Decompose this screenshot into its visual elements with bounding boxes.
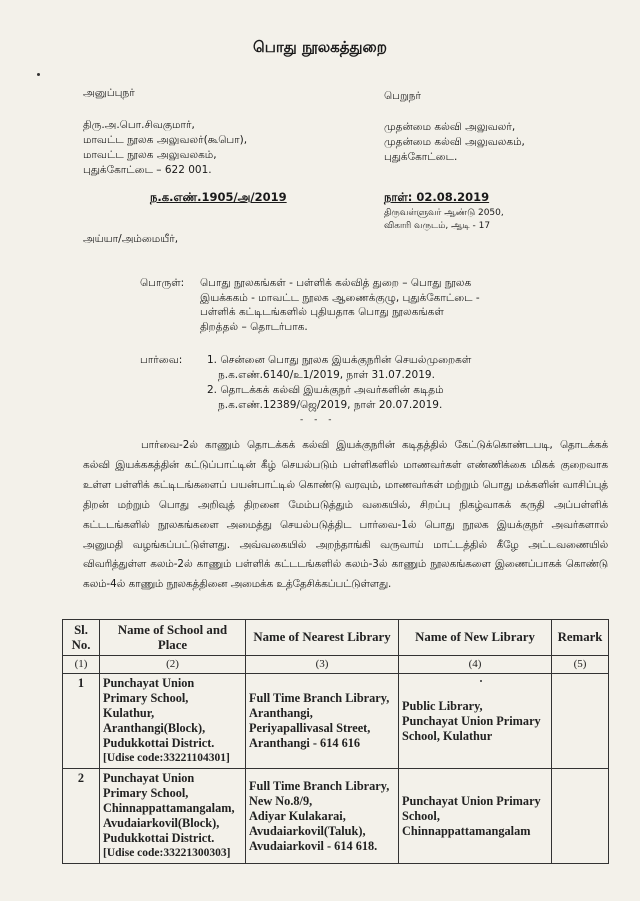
school-line: Pudukkottai District.	[103, 736, 215, 750]
row-remark	[552, 674, 609, 769]
row-sl: 1	[63, 674, 100, 769]
address-line: புதுக்கோட்டை – 622 001.	[83, 164, 212, 176]
nearest-line: Avudaiarkovil(Taluk),	[249, 823, 366, 838]
sender-address	[83, 118, 247, 178]
address-line: மாவட்ட நூலக அலுவலகம்,	[83, 149, 217, 161]
column-number: (3)	[246, 656, 399, 674]
column-number: (2)	[100, 656, 246, 674]
row-new-library	[399, 769, 552, 864]
row-new-library	[399, 674, 552, 769]
address-line: மாவட்ட நூலக அலுவலர்(கூபொ),	[83, 134, 248, 146]
letter-date: நாள்: 02.08.2019	[384, 190, 490, 204]
school-line: Punchayat Union	[103, 676, 195, 690]
school-line: Primary School,	[103, 691, 189, 705]
new-library-line: Punchayat Union Primary	[402, 713, 541, 728]
sender-label: அனுப்புநர்	[83, 87, 135, 99]
table-row	[63, 769, 609, 864]
header-new-library: Name of New Library	[399, 620, 552, 656]
recipient-address	[384, 120, 525, 165]
reference-item-line: 2. தொடக்கக் கல்வி இயக்குநர் அவர்களின் கடிதம்	[207, 384, 444, 396]
school-line: Pudukkottai District.	[103, 831, 215, 845]
column-number: (4)	[399, 656, 552, 674]
row-school	[100, 674, 246, 769]
nearest-line: New No.8/9,	[249, 793, 313, 808]
school-line: Primary School,	[103, 786, 189, 800]
school-line: Avudaiarkovil(Block),	[103, 816, 220, 830]
reference-item-line: ந.க.எண்.6140/உ1/2019, நாள் 31.07.2019.	[218, 369, 435, 381]
school-line: Punchayat Union	[103, 771, 195, 785]
body-text: பார்வை-2ல் காணும் தொடக்கக் கல்வி இயக்குநரின் கடிதத்தில் கேட்டுக்கொண்டபடி, தொடக்கக் கல்வி இயக்ககத்தின் கட்டுப்பாட்டின் கீழ் செயல்படும் பள்ளிகளில் மாணவர்கள் எண்ணிக்கை மிகக் குறைவாக உள்ள பள்ளிக் கட்டிடங்களைப் பயன்பாட்டில் கொண்டு வரவும், மாணவர்கள் மற்றும் பொது மக்களின் வாசிப்புத் திறன் மற்றும் பொது அறிவுத் திறனை மேம்படுத்தும் வகையில், சிறப்பு நிகழ்வாகக் கருதி அப்பள்ளிக் கட்டடங்களில் நூலகங்களை அமைத்து செயல்படுத்திட பார்வை-1ல் பொது நூலக இயக்குநர் அவர்களால் அனுமதி வழங்கப்பட்டுள்ளது. அவ்வகையில் அறந்தாங்கி வருவாய் மாட்டத்தில் கீழே அட்டவணையில் விவரித்துள்ள கலம்-2ல் காணும் பள்ளிக் கட்டடங்களில் கலம்-3ல் காணும் நூலகங்களை இணைப்பாகக் கொண்டு கலம்-4ல் காணும் நூலகத்தினை அமைக்க உத்தேசிக்கப்பட்டுள்ளது.	[83, 439, 608, 591]
row-school	[100, 769, 246, 864]
nearest-line: Full Time Branch Library,	[249, 778, 390, 793]
udise-code: [Udise code:33221104301]	[103, 752, 230, 764]
school-line: Kulathur,	[103, 706, 155, 720]
tamil-year: திருவள்ளுவர் ஆண்டு 2050,	[384, 208, 504, 218]
new-library-line: School,	[402, 808, 440, 823]
reference-item-line: ந.க.எண்.12389/ஜெ/2019, நாள் 20.07.2019.	[218, 399, 443, 411]
nearest-line: Periyapallivasal Street,	[249, 721, 371, 735]
separator: - - -	[300, 415, 336, 425]
address-line: புதுக்கோட்டை.	[384, 151, 458, 163]
column-number: (1)	[63, 656, 100, 674]
table-row	[63, 674, 609, 769]
subject-text	[200, 276, 480, 334]
reference-number: ந.க.எண்.1905/அ/2019	[150, 190, 287, 204]
header-school: Name of School and Place	[100, 620, 246, 656]
row-nearest-library	[246, 769, 399, 864]
row-nearest-library	[246, 674, 399, 769]
page-title: பொது நூலகத்துறை	[253, 38, 387, 56]
address-line: முதன்மை கல்வி அலுவலர்,	[384, 121, 516, 133]
udise-code: [Udise code:33221300303]	[103, 847, 231, 859]
nearest-line: Aranthangi,	[249, 706, 313, 720]
subject-line: பள்ளிக் கட்டிடங்களில் புதியதாக பொது நூலகங்கள்	[200, 306, 444, 318]
recipient-label: பெறுநர்	[384, 90, 421, 102]
header-remark: Remark	[552, 620, 609, 656]
new-library-line: Punchayat Union Primary	[402, 793, 541, 808]
subject-line: திறத்தல் – தொடர்பாக.	[200, 320, 308, 333]
reference-label: பார்வை:	[140, 354, 183, 366]
header-nearest-library: Name of Nearest Library	[246, 620, 399, 656]
address-line: திரு.அ.பொ.சிவகுமார்,	[83, 119, 195, 131]
nearest-line: Avudaiarkovil - 614 618.	[249, 838, 378, 853]
school-line: Chinnappattamangalam,	[103, 801, 235, 815]
nearest-line: Adiyar Kulakarai,	[249, 808, 346, 823]
new-library-line: Public Library,	[402, 698, 483, 713]
header-sl-no: Sl. No.	[63, 620, 100, 656]
row-sl: 2	[63, 769, 100, 864]
scan-speck	[480, 680, 482, 682]
library-table	[62, 619, 609, 864]
subject-line: இயக்ககம் - மாவட்ட நூலக ஆணைக்குழு, புதுக்கோட்டை -	[200, 291, 480, 304]
reference-list	[207, 353, 471, 413]
school-line: Aranthangi(Block),	[103, 721, 206, 735]
reference-item-line: 1. சென்னை பொது நூலக இயக்குநரின் செயல்முறைகள்	[207, 354, 472, 366]
subject-label: பொருள்:	[140, 277, 185, 289]
scan-speck	[37, 73, 40, 76]
new-library-line: School, Kulathur	[402, 728, 493, 743]
tamil-month: விகாரி வருடம், ஆடி - 17	[384, 221, 491, 231]
column-number: (5)	[552, 656, 609, 674]
subject-line: பொது நூலகங்கள் - பள்ளிக் கல்வித் துறை – பொது நூலக	[200, 277, 472, 289]
body-paragraph	[83, 436, 608, 595]
address-line: முதன்மை கல்வி அலுவலகம்,	[384, 136, 525, 148]
nearest-line: Full Time Branch Library,	[249, 691, 390, 705]
new-library-line: Chinnappattamangalam	[402, 823, 531, 838]
nearest-line: Aranthangi - 614 616	[249, 736, 361, 750]
row-remark	[552, 769, 609, 864]
salutation: அய்யா/அம்மையீர்,	[83, 233, 179, 245]
